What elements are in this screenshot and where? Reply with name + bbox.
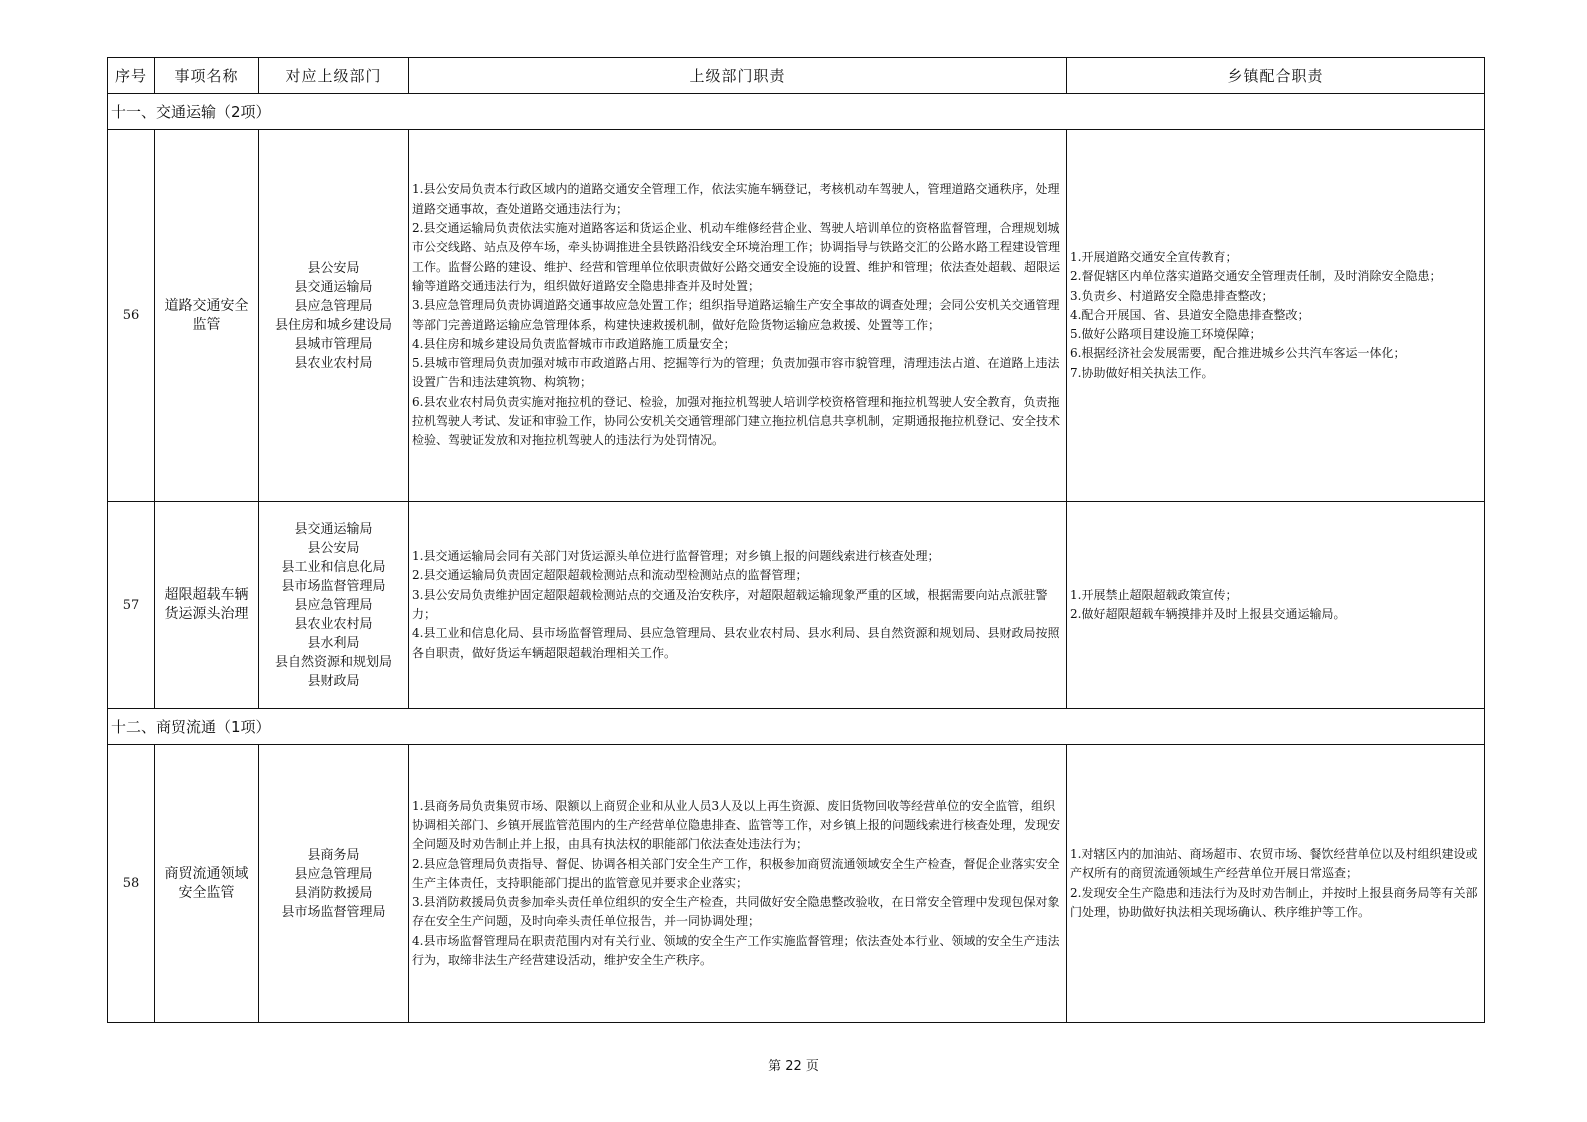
town-duty-item: 1.开展道路交通安全宣传教育； [1070,249,1238,264]
dept-item: 县水利局 [307,635,360,651]
dept-item: 县市场监督管理局 [281,904,386,920]
dept-list [259,502,409,709]
item-name [155,502,259,709]
row-number: 56 [108,130,155,502]
duty-item: 1.县商务局负责集贸市场、限额以上商贸企业和从业人员3人及以上再生资源、废旧货物回收等经营单位的安全监管，组织协调相关部门、乡镇开展监管范围内的生产经营单位隐患排查、监管等工作，对乡镇上报的问题线索进行核查处理，发现安全问题及时劝告制止并上报，由具有执法权的职能部门依法查处违法行为； [412,798,1061,852]
town-duty-item: 6.根据经济社会发展需要，配合推进城乡公共汽车客运一体化； [1070,346,1406,361]
dept-item: 县住房和城乡建设局 [274,317,392,333]
dept-item: 县财政局 [307,673,360,689]
header-dept: 对应上级部门 [259,58,409,94]
item-name-line: 超限超载车辆 [164,587,249,603]
town-duty-item: 4.配合开展国、省、县道安全隐患排查整改； [1070,307,1310,322]
header-row [108,58,1485,94]
duty-item: 6.县农业农村局负责实施对拖拉机的登记、检验，加强对拖拉机驾驶人培训学校资格管理和拖拉机驾驶人安全教育，负责拖拉机驾驶人考试、发证和审验工作，协同公安机关交通管理部门建立拖拉机信息共享机制，定期通报拖拉机登记、安全技术检验、驾驶证发放和对拖拉机驾驶人的违法行为处罚情况。 [412,394,1061,448]
dept-item: 县应急管理局 [294,298,373,314]
dept-item: 县交通运输局 [294,279,373,295]
duty-item: 4.县市场监督管理局在职责范围内对有关行业、领域的安全生产工作实施监督管理；依法查处本行业、领域的安全生产违法行为，取缔非法生产经营建设活动，维护安全生产秩序。 [412,933,1060,968]
town-duty-item: 3.负责乡、村道路安全隐患排查整改； [1070,288,1274,303]
town-duty-item: 2.发现安全生产隐患和违法行为及时劝告制止，并按时上报县商务局等有关部门处理，协助做好执法相关现场确认、秩序维护等工作。 [1070,885,1478,919]
duty-item: 4.县住房和城乡建设局负责监督城市市政道路施工质量安全； [412,336,736,351]
item-name [155,130,259,502]
dept-item: 县城市管理局 [294,336,373,352]
section-row [108,709,1485,745]
dept-item: 县自然资源和规划局 [274,654,392,670]
dept-list [259,745,409,1023]
duty-item: 1.县公安局负责本行政区域内的道路交通安全管理工作，依法实施车辆登记，考核机动车驾驶人，管理道路交通秩序，处理道路交通事故，查处道路交通违法行为； [412,182,1060,216]
header-town: 乡镇配合职责 [1067,58,1485,94]
dept-item: 县工业和信息化局 [281,559,386,575]
duty-item: 3.县公安局负责维护固定超限超载检测站点的交通及治安秩序，对超限超载运输现象严重的区域，根据需要向站点派驻警力； [412,587,1048,621]
item-name-line: 道路交通安全 [164,297,249,314]
item-name [155,745,259,1023]
upper-duties [409,745,1067,1023]
table-row [108,502,1485,709]
town-duty-item: 5.做好公路项目建设施工环境保障； [1070,327,1262,342]
town-duty-item: 2.做好超限超载车辆摸排并及时上报县交通运输局。 [1070,607,1346,621]
table-row [108,130,1485,502]
dept-item: 县消防救援局 [294,885,373,901]
section-title: 十一、交通运输（2项） [108,94,1485,130]
section-row [108,94,1485,130]
table-row [108,745,1485,1023]
town-duty-item: 1.开展禁止超限超载政策宣传； [1070,587,1238,602]
town-duties [1067,745,1485,1023]
item-name-line: 安全监管 [178,884,235,901]
upper-duties [409,502,1067,709]
dept-item: 县应急管理局 [294,597,373,613]
dept-item: 县交通运输局 [294,521,373,537]
town-duty-item: 1.对辖区内的加油站、商场超市、农贸市场、餐饮经营单位以及村组织建设或产权所有的商贸流通领域生产经营单位开展日常巡查； [1070,846,1478,881]
row-number: 57 [108,502,155,709]
item-name-line: 货运源头治理 [164,606,249,622]
dept-item: 县应急管理局 [294,866,373,882]
header-no: 序号 [108,58,155,94]
header-duty: 上级部门职责 [409,58,1067,94]
duty-item: 1.县交通运输局会同有关部门对货运源头单位进行监督管理；对乡镇上报的问题线索进行核查处理； [412,549,940,564]
dept-item: 县市场监督管理局 [281,578,386,594]
duty-item: 3.县消防救援局负责参加牵头责任单位组织的安全生产检查，共同做好安全隐患整改验收，在日常安全管理中发现包保对象存在安全生产问题，及时向牵头责任单位报告，并一同协调处理； [412,895,1060,929]
dept-list [259,130,409,502]
duty-item: 4.县工业和信息化局、县市场监督管理局、县应急管理局、县农业农村局、县水利局、县自然资源和规划局、县财政局按照各自职责，做好货运车辆超限超载治理相关工作。 [412,626,1060,660]
section-title: 十二、商贸流通（1项） [108,709,1485,745]
item-name-line: 商贸流通领域 [164,865,249,882]
dept-item: 县公安局 [307,540,360,556]
duty-item: 2.县应急管理局负责指导、督促、协调各相关部门安全生产工作，积极参加商贸流通领域安全生产检查，督促企业落实安全生产主体责任，支持职能部门提出的监管意见并要求企业落实； [412,856,1060,890]
page-number: 第 22 页 [768,1059,819,1074]
town-duty-item: 2.督促辖区内单位落实道路交通安全管理责任制，及时消除安全隐患； [1070,269,1442,284]
dept-item: 县农业农村局 [294,355,373,371]
header-name: 事项名称 [155,58,259,94]
duty-item: 3.县应急管理局负责协调道路交通事故应急处置工作；组织指导道路运输生产安全事故的调查处理；会同公安机关交通管理等部门完善道路运输应急管理体系，构建快速救援机制，做好危险货物运输应急救援、处置等工作； [412,298,1060,332]
dept-item: 县商务局 [307,847,360,863]
item-name-line: 监管 [192,316,221,333]
duty-item: 2.县交通运输局负责固定超限超载检测站点和流动型检测站点的监督管理； [412,568,808,583]
town-duties [1067,502,1485,709]
upper-duties [409,130,1067,502]
duty-item: 2.县交通运输局负责依法实施对道路客运和货运企业、机动车维修经营企业、驾驶人培训单位的资格监督管理，合理规划城市公交线路、站点及停车场，牵头协调推进全县铁路沿线安全环境治理工作；协调指导与铁路交汇的公路水路工程建设管理工作。监督公路的建设、维护、经营和管理单位依职责做好公路交通安全设施的设置、维护和管理；依法查处超载、超限运输等道路交通违法行为，组织做好道路安全隐患排查并及时处置； [412,221,1061,293]
row-number: 58 [108,745,155,1023]
dept-item: 县公安局 [307,260,360,276]
duty-item: 5.县城市管理局负责加强对城市市政道路占用、挖掘等行为的管理；负责加强市容市貌管理，清理违法占道、在道路上违法设置广告和违法建筑物、构筑物； [412,356,1060,390]
dept-item: 县农业农村局 [294,616,373,632]
town-duties [1067,130,1485,502]
town-duty-item: 7.协助做好相关执法工作。 [1070,365,1214,380]
responsibility-table [107,57,1485,1023]
